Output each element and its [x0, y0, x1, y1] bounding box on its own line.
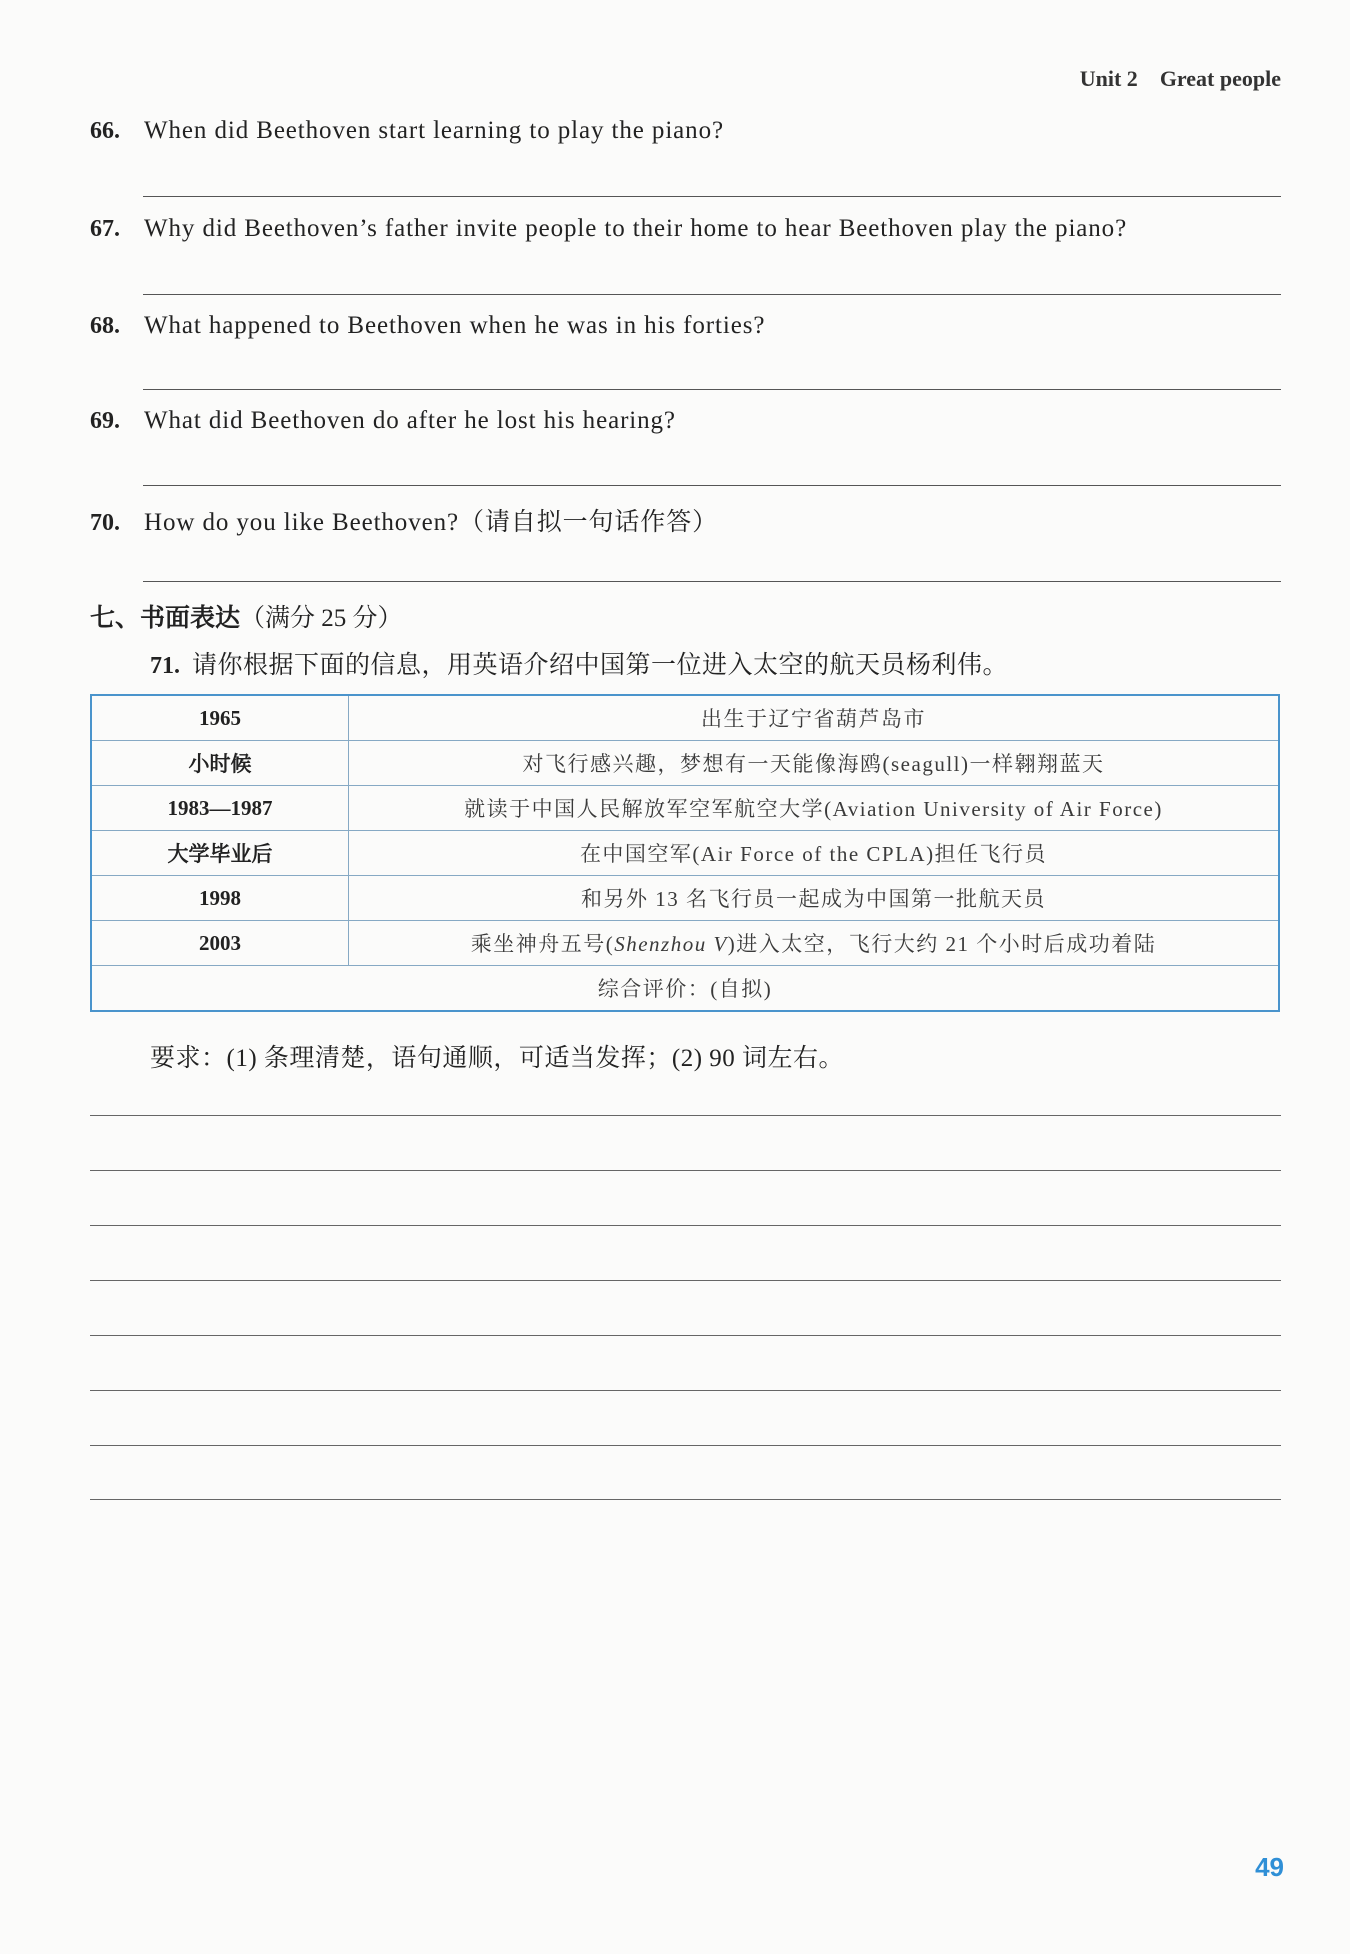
unit-title: Great people	[1159, 66, 1281, 91]
answer-line-68	[143, 389, 1281, 390]
requirements: 要求：(1) 条理清楚，语句通顺，可适当发挥；(2) 90 词左右。	[150, 1045, 845, 1072]
answer-line-70	[143, 581, 1281, 582]
writing-line	[90, 1335, 1281, 1336]
event-cell: 在中国空军(Air Force of the CPLA)担任飞行员	[349, 831, 1280, 876]
overall-evaluation-cell: 综合评价：(自拟)	[91, 966, 1279, 1012]
writing-line	[90, 1390, 1281, 1391]
question-text: When did Beethoven start learning to play the piano?	[144, 117, 724, 144]
event-text-suffix: )进入太空，飞行大约 21 个小时后成功着陆	[727, 932, 1157, 956]
table-row	[91, 695, 1279, 741]
answer-line-69	[143, 485, 1281, 486]
question-66	[90, 117, 724, 151]
event-cell	[349, 921, 1280, 966]
table-row	[91, 741, 1279, 786]
task-text: 请你根据下面的信息，用英语介绍中国第一位进入太空的航天员杨利伟。	[192, 652, 1009, 679]
section-heading	[90, 598, 403, 634]
question-70	[90, 502, 718, 536]
question-67	[90, 215, 1127, 249]
writing-line	[90, 1170, 1281, 1171]
time-cell: 1998	[91, 876, 349, 921]
writing-line	[90, 1445, 1281, 1446]
question-number: 70.	[90, 510, 120, 536]
question-69	[90, 407, 676, 441]
task-number: 71.	[150, 653, 180, 679]
table-footer-row	[91, 966, 1279, 1012]
task-71	[150, 645, 1008, 681]
writing-line	[90, 1115, 1281, 1116]
writing-line	[90, 1225, 1281, 1226]
event-cell: 就读于中国人民解放军空军航空大学(Aviation University of Air Force)	[349, 786, 1280, 831]
writing-line	[90, 1499, 1281, 1500]
question-number: 66.	[90, 118, 120, 144]
writing-line	[90, 1280, 1281, 1281]
question-text: Why did Beethoven’s father invite people to their home to hear Beethoven play the piano?	[144, 215, 1128, 242]
event-cell: 出生于辽宁省葫芦岛市	[349, 695, 1280, 741]
question-number: 68.	[90, 313, 120, 339]
question-text: What happened to Beethoven when he was in his forties?	[144, 312, 766, 339]
question-number: 67.	[90, 216, 120, 242]
time-cell: 小时候	[91, 741, 349, 786]
info-table	[90, 694, 1280, 1012]
time-cell: 1965	[91, 695, 349, 741]
question-text: What did Beethoven do after he lost his hearing?	[144, 407, 676, 434]
question-number: 69.	[90, 408, 120, 434]
table-row	[91, 831, 1279, 876]
table-row	[91, 876, 1279, 921]
answer-line-67	[143, 294, 1281, 295]
unit-label: Unit 2	[1079, 66, 1138, 91]
question-68	[90, 312, 765, 346]
event-text-italic: Shenzhou V	[614, 932, 728, 956]
event-cell: 对飞行感兴趣，梦想有一天能像海鸥(seagull)一样翱翔蓝天	[349, 741, 1280, 786]
time-cell: 2003	[91, 921, 349, 966]
answer-line-66	[143, 196, 1281, 197]
time-cell: 大学毕业后	[91, 831, 349, 876]
table-row	[91, 786, 1279, 831]
running-header	[1080, 66, 1281, 92]
event-cell: 和另外 13 名飞行员一起成为中国第一批航天员	[349, 876, 1280, 921]
time-cell: 1983—1987	[91, 786, 349, 831]
page-number: 49	[1255, 1852, 1284, 1882]
table-row	[91, 921, 1279, 966]
section-label: 七、书面表达	[90, 605, 241, 632]
event-text-prefix: 乘坐神舟五号(	[470, 932, 615, 956]
question-text: How do you like Beethoven?（请自拟一句话作答）	[144, 509, 719, 536]
section-score: （满分 25 分）	[240, 605, 403, 632]
